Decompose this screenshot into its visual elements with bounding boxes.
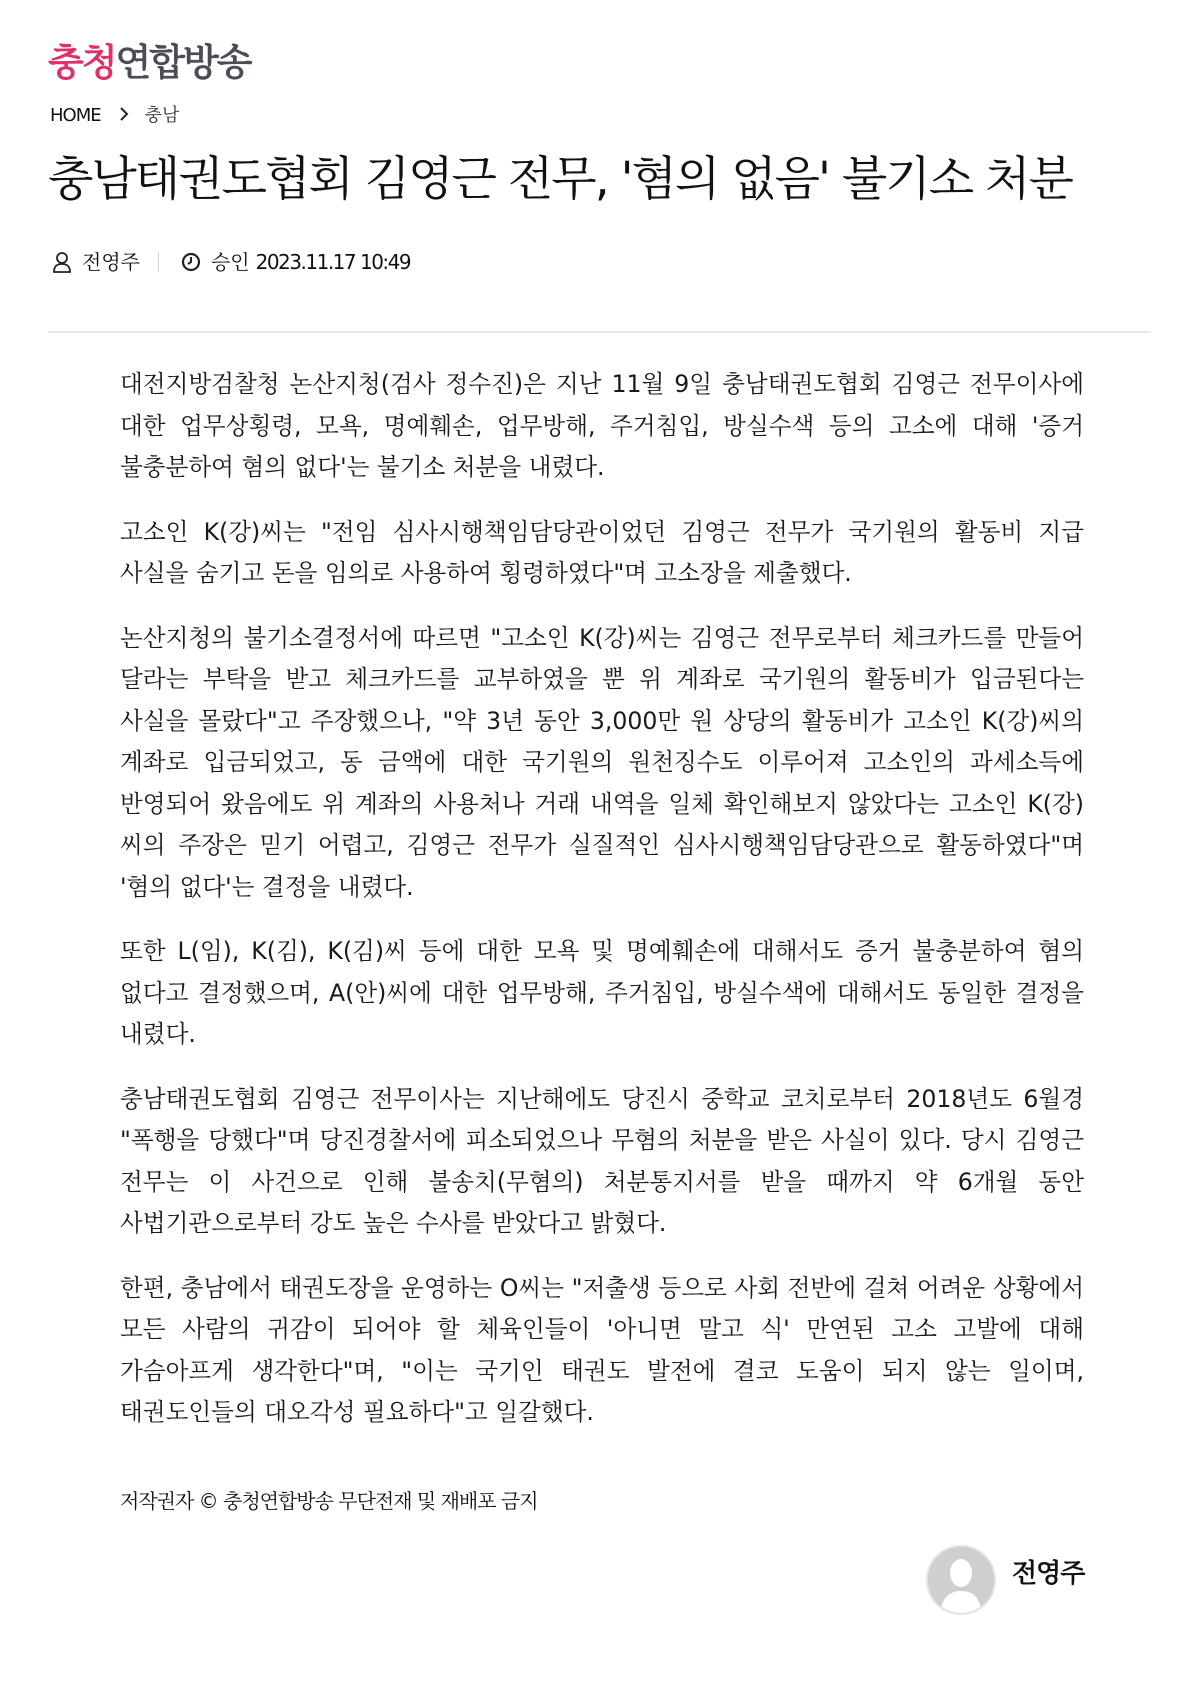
- article-paragraph: 대전지방검찰청 논산지청(검사 정수진)은 지난 11월 9일 충남태권도협회 김영근 전무이사에 대한 업무상횡령, 모욕, 명예훼손, 업무방해, 주거침입, 방실수색 등의 고소에 대해 '증거 불충분하여 혐의 없다'는 불기소 처분을 내렸다.: [120, 370, 1084, 481]
- site-logo[interactable]: [48, 40, 250, 86]
- article-paragraph: 고소인 K(강)씨는 "전임 심사시행책임담당관이었던 김영근 전무가 국기원의 활동비 지급 사실을 숨기고 돈을 임의로 사용하여 횡령하였다"며 고소장을 제출했다.: [120, 517, 1084, 587]
- article-paragraph: 논산지청의 불기소결정서에 따르면 "고소인 K(강)씨는 김영근 전무로부터 체크카드를 만들어 달라는 부탁을 받고 체크카드를 교부하였을 뿐 위 계좌로 국기원의 활동비가 입금된다는 사실을 몰랐다"고 주장했으나, "약 3년 동안 3,000만 원 상당의 활동비가 고소인 K(강)씨의 계좌로 입금되었고, 동 금액에 대한 국기원의 원천징수도 이루어져 고소인의 과세소득에 반영되어 왔음에도 위 계좌의 사용처나 거래 내역을 일체 확인해보지 않았다는 고소인 K(강)씨의 주장은 믿기 어렵고, 김영근 전무가 실질적인 심사시행책임담당관으로 활동하였다"며 '혐의 없다'는 결정을 내렸다.: [120, 623, 1084, 901]
- logo-rest-text: 연합방송: [115, 41, 251, 84]
- article-paragraph: 충남태권도협회 김영근 전무이사는 지난해에도 당진시 중학교 코치로부터 2018년도 6월경 "폭행을 당했다"며 당진경찰서에 피소되었으나 무혐의 처분을 받은 사실이 있다. 당시 김영근 전무는 이 사건으로 인해 불송치(무혐의) 처분통지서를 받을 때까지 약 6개월 동안 사법기관으로부터 강도 높은 수사를 받았다고 밝혔다.: [120, 1084, 1084, 1237]
- user-icon: [52, 251, 72, 273]
- breadcrumb-home-link[interactable]: HOME: [50, 105, 101, 126]
- author-card[interactable]: [926, 1545, 1084, 1615]
- chevron-right-icon: [119, 104, 129, 128]
- clock-icon: [181, 251, 201, 273]
- header-divider: [48, 331, 1151, 333]
- breadcrumb-category-link[interactable]: 충남: [144, 105, 180, 126]
- approved-label: 승인: [210, 250, 250, 274]
- approved-datetime: 2023.11.17 10:49: [255, 250, 411, 274]
- author-card-name[interactable]: 전영주: [1012, 1559, 1085, 1589]
- logo-accent-text: 충청: [48, 41, 116, 84]
- breadcrumb: [50, 104, 179, 128]
- meta-divider: [158, 252, 159, 272]
- author-name: 전영주: [82, 250, 140, 274]
- article-title: 충남태권도협회 김영근 전무, '혐의 없음' 불기소 처분: [48, 152, 1072, 207]
- article-meta: [52, 248, 410, 276]
- article-paragraph: 또한 L(임), K(김), K(김)씨 등에 대한 모욕 및 명예훼손에 대해서도 증거 불충분하여 혐의 없다고 결정했으며, A(안)씨에 대한 업무방해, 주거침입, 방실수색에 대해서도 동일한 결정을 내렸다.: [120, 937, 1084, 1048]
- copyright-notice: 저작권자 © 충청연합방송 무단전재 및 재배포 금지: [120, 1489, 538, 1513]
- person-silhouette-icon: [928, 1547, 994, 1613]
- article-body: [120, 364, 1084, 1457]
- article-paragraph: 한편, 충남에서 태권도장을 운영하는 O씨는 "저출생 등으로 사회 전반에 걸쳐 어려운 상황에서 모든 사람의 귀감이 되어야 할 체육인들이 '아니면 말고 식' 만연된 고소 고발에 대해 가슴아프게 생각한다"며, "이는 국기인 태권도 발전에 결코 도움이 되지 않는 일이며, 태권도인들의 대오각성 필요하다"고 일갈했다.: [120, 1273, 1084, 1426]
- avatar: [926, 1545, 996, 1615]
